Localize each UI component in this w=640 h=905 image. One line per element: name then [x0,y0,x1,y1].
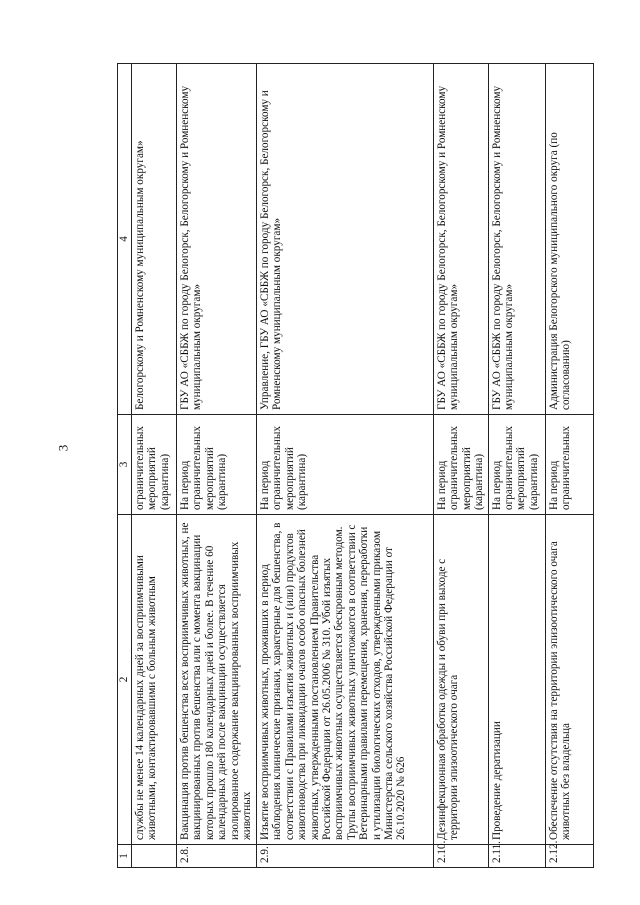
row-number: 2.8. [177,845,257,868]
header-col-4: 4 [118,64,132,415]
row-responsible: ГБУ АО «СББЖ по городу Белогорск, Белогорскому и Ромненскому муниципальным округам» [434,64,489,415]
header-col-1: 1 [118,845,132,868]
row-period: На период ограничительных мероприятий (карантина) [177,415,257,515]
table-row [132,64,177,868]
row-measure: Вакцинация против бешенства всех восприимчивых животных, не вакцинированных против бешенства или с момента вакцинации которых прошло 180 календарных дней и более. В течение 60 календарных дней после вакцинации осуществляется изолированное содержание вакцинированных восприимчивых животных [177,515,257,845]
measures-table-wrapper [117,64,597,868]
row-number: 2.9. [257,845,434,868]
table-row [177,64,257,868]
row-responsible: Белогорскому и Ромненскому муниципальным округам» [132,64,177,415]
row-period: ограничительных мероприятий (карантина) [132,415,177,515]
row-measure: Обеспечение отсутствия на территории эпизоотического очага животных без владельца [545,515,593,845]
row-number: 2.10. [434,845,489,868]
row-responsible: Управление, ГБУ АО «СББЖ по городу Белогорск, Белогорскому и Ромненскому муниципальным округам» [257,64,434,415]
row-measure: Изъятие восприимчивых животных, проживших в период наблюдения клинические признаки, характерные для бешенства, в соответствии с Правилами изъятия животных и (или) продуктов животноводства при ликвидации очагов особо опасных болезней животных, утвержденными постановлением Правительства Российской Федерации от 26.05.2006 № 310. Убой изъятых восприимчивых животных осуществляется бескровным методом. Трупы восприимчивых животных уничтожаются в соответствии с Ветеринарными правилами перемещения, хранения, переработки и утилизации биологических отходов, утвержденными приказом Министерства сельского хозяйства Российской Федерации от 26.10.2020 № 626 [257,515,434,845]
row-period: На период ограничительных мероприятий (карантина) [434,415,489,515]
measures-table [117,63,594,868]
row-responsible: Администрация Белогорского муниципального округа (по согласованию) [545,64,593,415]
table-row [434,64,489,868]
row-number [132,845,177,868]
table-row [545,64,593,868]
table-row [257,64,434,868]
row-number: 2.11. [488,845,545,868]
header-col-3: 3 [118,415,132,515]
row-measure: Дезинфекционная обработка одежды и обуви при выходе с территории эпизоотического очага [434,515,489,845]
table-row [488,64,545,868]
row-measure: службы не менее 14 календарных дней за восприимчивыми животными, контактировавшими с больным животным [132,515,177,845]
page-number: 3 [55,444,71,452]
row-period: На период ограничительных мероприятий (карантина) [257,415,434,515]
row-responsible: ГБУ АО «СББЖ по городу Белогорск, Белогорскому и Ромненскому муниципальным округам» [177,64,257,415]
row-measure: Проведение дератизации [488,515,545,845]
row-period: На период ограничительных мероприятий (карантина) [488,415,545,515]
row-responsible: ГБУ АО «СББЖ по городу Белогорск, Белогорскому и Ромненскому муниципальным округам» [488,64,545,415]
table-header-row [118,64,132,868]
row-number: 2.12. [545,845,593,868]
header-col-2: 2 [118,515,132,845]
row-period: На период ограничительных [545,415,593,515]
